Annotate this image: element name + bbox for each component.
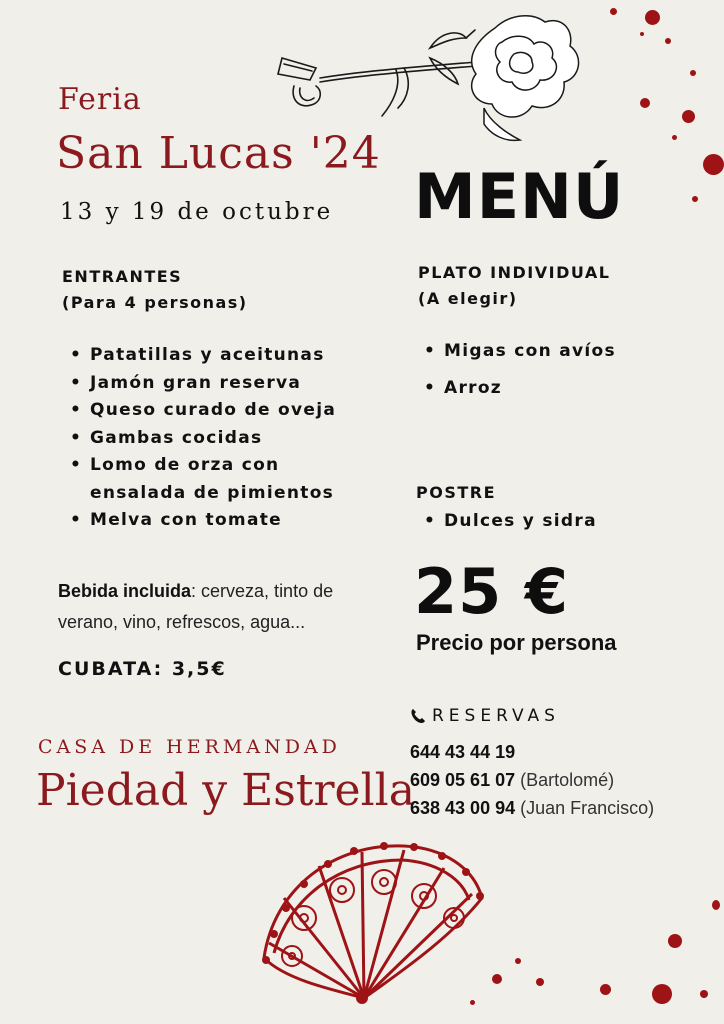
list-item: • Patatillas y aceitunas — [62, 342, 382, 370]
postre-title: POSTRE — [416, 483, 497, 502]
event-title: San Lucas '24 — [56, 128, 381, 179]
fan-illustration — [244, 838, 494, 1008]
bebida-label: Bebida incluida — [58, 581, 192, 601]
event-dates: 13 y 19 de octubre — [60, 199, 334, 225]
bebida-text: : cerveza, tinto de verano, vino, refrescos, agua... — [58, 581, 334, 632]
list-item: • Queso curado de oveja — [62, 397, 382, 425]
list-item: • Arroz — [416, 375, 696, 403]
plato-subtitle: (A elegir) — [418, 289, 518, 308]
event-line1: Feria — [58, 82, 142, 117]
phone-list — [410, 738, 654, 822]
entrantes-list — [62, 342, 382, 535]
plato-list — [416, 338, 696, 402]
venue-line1: CASA DE HERMANDAD — [38, 736, 341, 758]
reservas-title: RESERVAS — [432, 706, 560, 726]
cubata-price: CUBATA: 3,5€ — [58, 658, 227, 680]
list-item: • Melva con tomate — [62, 507, 382, 535]
bebida-note — [58, 576, 388, 638]
postre-list — [416, 508, 696, 536]
reservas-header — [410, 706, 560, 726]
contact-name: (Bartolomé) — [520, 770, 615, 790]
venue-name: Piedad y Estrella — [36, 765, 415, 816]
contact-name: (Juan Francisco) — [520, 798, 655, 818]
phone-number[interactable]: 609 05 61 07 — [410, 770, 516, 790]
list-item: • Jamón gran reserva — [62, 370, 382, 398]
price-caption: Precio por persona — [416, 630, 617, 655]
phone-number[interactable]: 644 43 44 19 — [410, 742, 516, 762]
entrantes-title: ENTRANTES — [62, 267, 183, 286]
menu-title: MENÚ — [414, 160, 625, 233]
list-item: • Gambas cocidas — [62, 425, 382, 453]
phone-number[interactable]: 638 43 00 94 — [410, 798, 516, 818]
entrantes-subtitle: (Para 4 personas) — [62, 293, 248, 312]
price-amount: 25 € — [414, 555, 570, 628]
phone-icon — [410, 708, 426, 724]
plato-title: PLATO INDIVIDUAL — [418, 263, 611, 282]
phone-row — [410, 738, 654, 766]
list-item: • Lomo de orza con ensalada de pimientos — [62, 452, 370, 507]
phone-row — [410, 794, 654, 822]
list-item: • Migas con avíos — [416, 338, 696, 366]
phone-row — [410, 766, 654, 794]
list-item: • Dulces y sidra — [416, 508, 696, 536]
